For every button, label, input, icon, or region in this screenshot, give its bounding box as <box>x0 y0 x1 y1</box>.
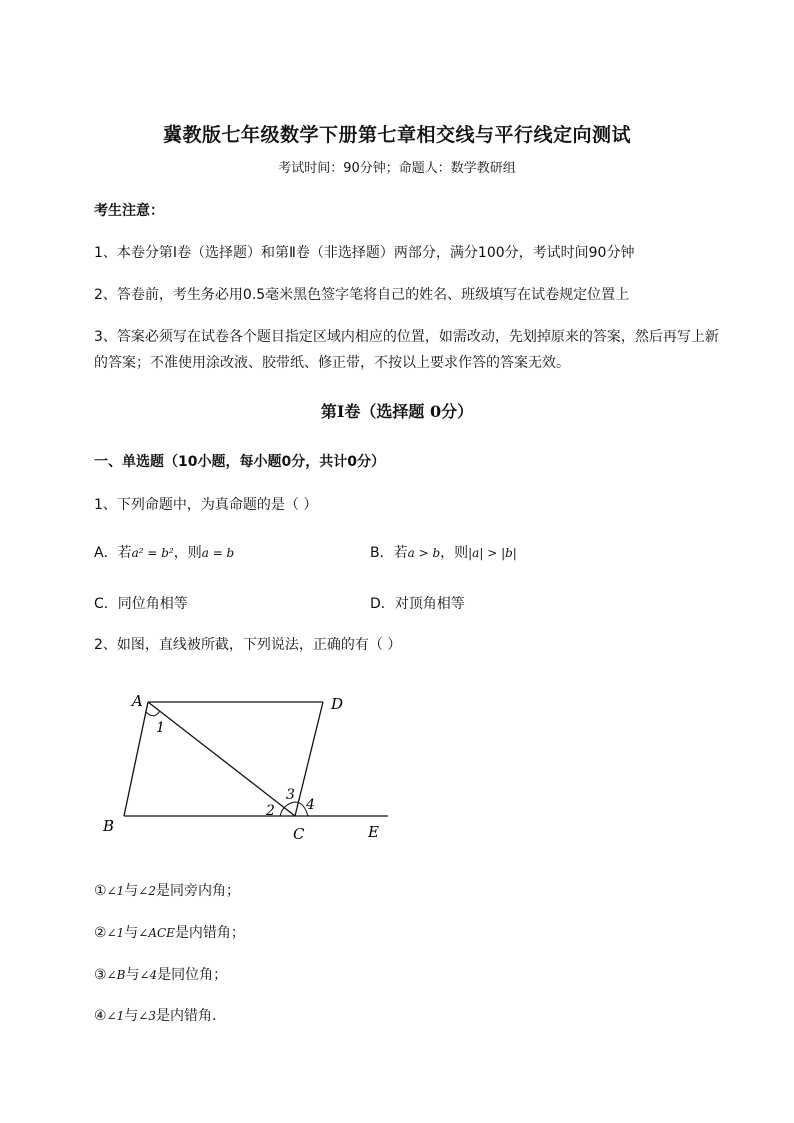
statement-2-post: 是内错角； <box>174 925 245 941</box>
statement-2-marker: ② <box>94 925 107 941</box>
statement-1-post: 是同旁内角； <box>155 883 240 899</box>
statement-1-mid: 与 <box>124 883 139 899</box>
statement-1-marker: ① <box>94 883 107 899</box>
statement-3-marker: ③ <box>94 967 107 983</box>
statement-1-math2: ∠2 <box>138 884 156 898</box>
statement-3 <box>94 964 227 984</box>
label-angle-1: 1 <box>156 720 165 736</box>
label-d: D <box>331 695 344 713</box>
statement-2 <box>94 922 245 942</box>
exam-title: 冀教版七年级数学下册第七章相交线与平行线定向测试 <box>162 124 631 146</box>
q1-option-b-mid: ，则 <box>440 545 469 561</box>
label-b: B <box>103 817 115 835</box>
statement-4-post: 是内错角． <box>155 1008 226 1024</box>
q1-option-a-math1: a² = b² <box>131 546 174 560</box>
statement-3-post: 是同位角； <box>157 967 228 983</box>
statement-4 <box>94 1005 226 1025</box>
notice-item-1: 1、本卷分第I卷（选择题）和第Ⅱ卷（非选择题）两部分，满分100分，考试时间90分钟 <box>94 245 635 261</box>
label-angle-4: 4 <box>306 797 315 813</box>
statement-1-math1: ∠1 <box>106 884 125 898</box>
notice-item-3-cont: 的答案；不准使用涂改液、胶带纸、修正带，不按以上要求作答的答案无效。 <box>94 355 570 371</box>
angle-c-arc <box>280 802 308 816</box>
label-a: A <box>132 692 143 710</box>
label-c: C <box>293 825 305 843</box>
section-title: 第I卷（选择题 0分） <box>320 402 474 421</box>
label-angle-3: 3 <box>286 787 295 803</box>
q1-option-a-math2: a = b <box>201 546 235 560</box>
line-ac <box>148 702 295 816</box>
question-2-stem: 2、如图，直线被所截，下列说法，正确的有（ ） <box>94 637 402 653</box>
statement-2-mid: 与 <box>124 925 139 941</box>
notice-heading: 考生注意： <box>94 203 164 219</box>
statement-4-marker: ④ <box>94 1008 107 1024</box>
q1-option-c[interactable]: C．同位角相等 <box>94 596 188 612</box>
label-e: E <box>368 823 379 841</box>
statement-4-math2: ∠3 <box>138 1009 156 1023</box>
q1-option-b[interactable] <box>370 542 517 562</box>
part-title: 一、单选题（10小题，每小题0分，共计0分） <box>94 454 385 470</box>
q1-option-b-math1: a > b <box>407 546 441 560</box>
q1-option-d[interactable]: D．对顶角相等 <box>370 596 465 612</box>
statement-3-math1: ∠B <box>106 968 126 982</box>
statement-2-math1: ∠1 <box>106 926 125 940</box>
q1-option-a-mid: ，则 <box>173 545 202 561</box>
exam-subtitle: 考试时间：90分钟；命题人：数学教研组 <box>278 161 516 176</box>
label-angle-2: 2 <box>266 803 275 819</box>
statement-4-math1: ∠1 <box>106 1009 125 1023</box>
notice-item-2: 2、答卷前，考生务必用0.5毫米黑色签字笔将自己的姓名、班级填写在试卷规定位置上 <box>94 287 630 303</box>
q1-option-b-math2: |a| > |b| <box>468 546 517 560</box>
line-ab <box>124 702 148 816</box>
statement-1 <box>94 880 240 900</box>
q1-option-a-prefix: A．若 <box>94 545 132 561</box>
question-1-stem: 1、下列命题中，为真命题的是（ ） <box>94 497 318 513</box>
q1-option-a[interactable] <box>94 542 234 562</box>
notice-item-3: 3、答案必须写在试卷各个题目指定区域内相应的位置，如需改动，先划掉原来的答案，然后再写上新 <box>94 329 719 345</box>
q1-option-b-prefix: B．若 <box>370 545 408 561</box>
statement-2-math2: ∠ACE <box>138 926 175 940</box>
angle-1-arc <box>146 711 160 716</box>
statement-4-mid: 与 <box>124 1008 139 1024</box>
statement-3-mid: 与 <box>125 967 140 983</box>
geometry-figure <box>90 680 410 850</box>
statement-3-math2: ∠4 <box>139 968 158 982</box>
